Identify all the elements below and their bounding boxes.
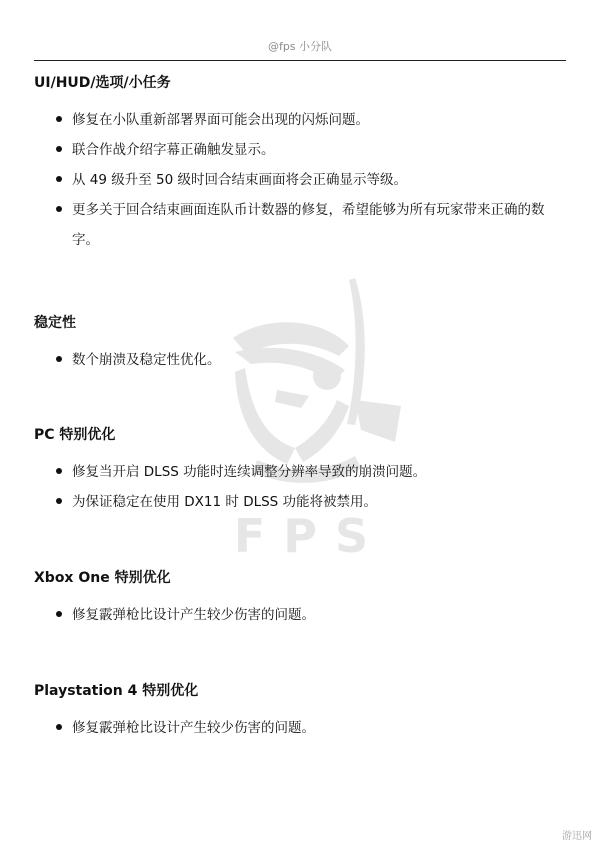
bullet-icon [56,146,62,152]
bullet-icon [56,356,62,362]
list-item-text: 从 49 级升至 50 级时回合结束画面将会正确显示等级。 [72,172,408,188]
list-item-text: 修复霰弹枪比设计产生较少伤害的问题。 [72,720,315,736]
bullet-list [34,600,574,630]
section-pc [34,426,574,517]
list-item [34,487,562,517]
bullet-icon [56,498,62,504]
bullet-icon [56,468,62,474]
section-title: Playstation 4 特别优化 [34,683,199,699]
header-divider [34,60,566,61]
list-item [34,600,562,630]
list-item-text: 修复在小队重新部署界面可能会出现的闪烁问题。 [72,112,369,128]
bullet-icon [56,724,62,730]
section-title: UI/HUD/选项/小任务 [34,75,171,91]
list-item [34,713,562,743]
section-playstation-4 [34,682,574,743]
list-item-text: 修复霰弹枪比设计产生较少伤害的问题。 [72,607,315,623]
watermark-text: FPS [233,509,387,560]
section-title: Xbox One 特别优化 [34,570,171,586]
section-ui-hud [34,74,574,255]
page-header: @fps 小分队 [267,40,333,53]
list-item-text: 修复当开启 DLSS 功能时连续调整分辨率导致的崩溃问题。 [72,464,427,480]
site-watermark: 游迅网 [562,831,592,842]
list-item [34,165,562,195]
list-item-text: 为保证稳定在使用 DX11 时 DLSS 功能将被禁用。 [72,494,378,510]
section-title: PC 特别优化 [34,427,116,443]
bullet-icon [56,611,62,617]
bullet-icon [56,116,62,122]
bullet-list [34,345,574,375]
list-item [34,345,562,375]
list-item [34,195,562,255]
list-item [34,105,562,135]
bullet-icon [56,206,62,212]
section-title: 稳定性 [34,315,76,331]
bullet-list [34,457,574,517]
section-xbox-one [34,569,574,630]
section-stability [34,314,574,375]
bullet-icon [56,176,62,182]
list-item [34,457,562,487]
list-item-text: 数个崩溃及稳定性优化。 [72,352,221,368]
list-item-text: 更多关于回合结束画面连队币计数器的修复，希望能够为所有玩家带来正确的数字。 [72,202,545,248]
list-item-text: 联合作战介绍字幕正确触发显示。 [72,142,275,158]
bullet-list [34,713,574,743]
bullet-list [34,105,574,255]
list-item [34,135,562,165]
